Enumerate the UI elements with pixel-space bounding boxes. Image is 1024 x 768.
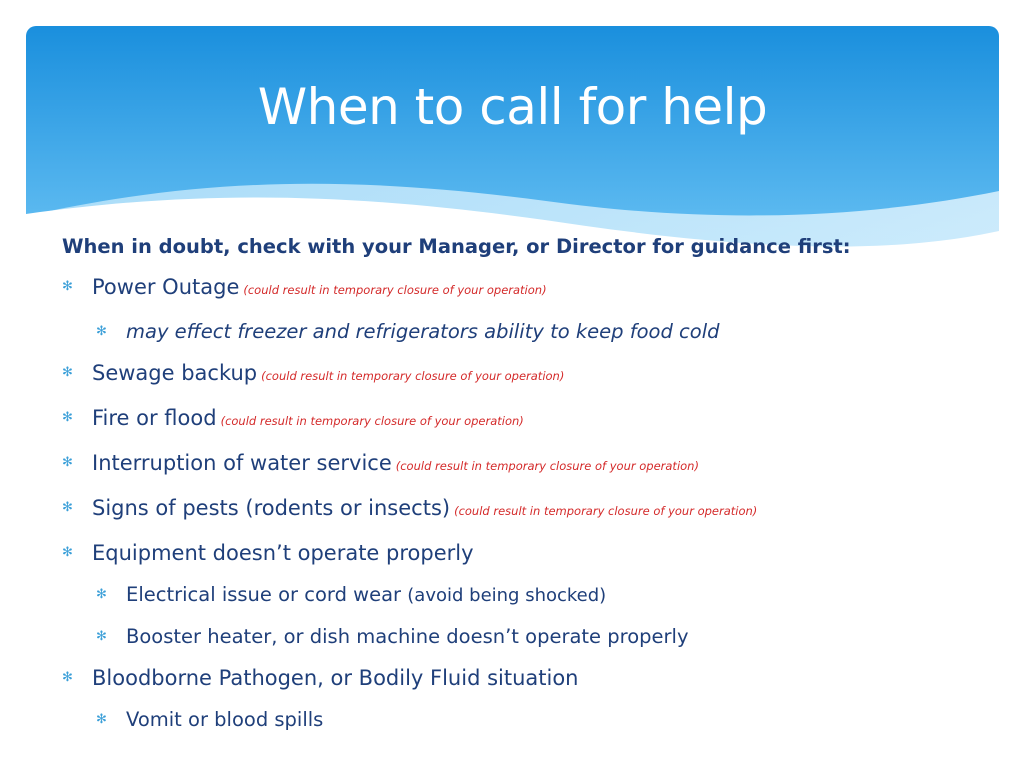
item-text: Power Outage xyxy=(92,275,240,299)
list-item-fire-flood xyxy=(62,403,1002,436)
slide-body xyxy=(62,232,1002,746)
sub-item-vomit-blood xyxy=(62,705,1002,735)
item-text: Booster heater, or dish machine doesn’t operate properly xyxy=(126,625,689,648)
asterisk-bullet-icon: ✻ xyxy=(62,670,73,685)
list-item-sewage xyxy=(62,358,1002,391)
closure-note: (could result in temporary closure of your operation) xyxy=(261,369,565,383)
asterisk-bullet-icon: ✻ xyxy=(62,279,73,294)
item-text: Signs of pests (rodents or insects) xyxy=(92,496,451,520)
item-text: Sewage backup xyxy=(92,361,258,385)
asterisk-bullet-icon: ✻ xyxy=(96,324,107,339)
asterisk-bullet-icon: ✻ xyxy=(62,410,73,425)
sub-item-booster-heater xyxy=(62,622,1002,652)
item-text: Electrical issue or cord wear xyxy=(126,583,402,606)
list-item-water-service xyxy=(62,448,1002,481)
item-text: Interruption of water service xyxy=(92,451,392,475)
asterisk-bullet-icon: ✻ xyxy=(62,545,73,560)
sub-item-freezer xyxy=(62,317,1002,347)
closure-note: (could result in temporary closure of your operation) xyxy=(395,459,699,473)
closure-note: (could result in temporary closure of your operation) xyxy=(454,504,758,518)
sub-item-electrical xyxy=(62,580,1002,611)
asterisk-bullet-icon: ✻ xyxy=(62,455,73,470)
item-extra: (avoid being shocked) xyxy=(407,585,607,606)
closure-note: (could result in temporary closure of your operation) xyxy=(243,283,547,297)
slide-title: When to call for help xyxy=(257,78,768,136)
list-item-pests xyxy=(62,493,1002,526)
asterisk-bullet-icon: ✻ xyxy=(96,587,107,602)
item-text: Vomit or blood spills xyxy=(126,708,324,731)
item-text: Equipment doesn’t operate properly xyxy=(92,541,474,565)
item-text: may effect freezer and refrigerators ability to keep food cold xyxy=(126,320,720,343)
list-item-equipment xyxy=(62,538,1002,568)
list-item-bloodborne xyxy=(62,663,1002,693)
item-text: Fire or flood xyxy=(92,406,217,430)
list-item-power-outage xyxy=(62,272,1002,305)
lead-text: When in doubt, check with your Manager, or Director for guidance first: xyxy=(62,235,851,258)
asterisk-bullet-icon: ✻ xyxy=(62,500,73,515)
asterisk-bullet-icon: ✻ xyxy=(62,365,73,380)
title-banner xyxy=(26,26,999,266)
banner-graphic xyxy=(26,26,999,266)
asterisk-bullet-icon: ✻ xyxy=(96,712,107,727)
item-text: Bloodborne Pathogen, or Bodily Fluid situation xyxy=(92,666,579,690)
asterisk-bullet-icon: ✻ xyxy=(96,629,107,644)
closure-note: (could result in temporary closure of your operation) xyxy=(220,414,524,428)
